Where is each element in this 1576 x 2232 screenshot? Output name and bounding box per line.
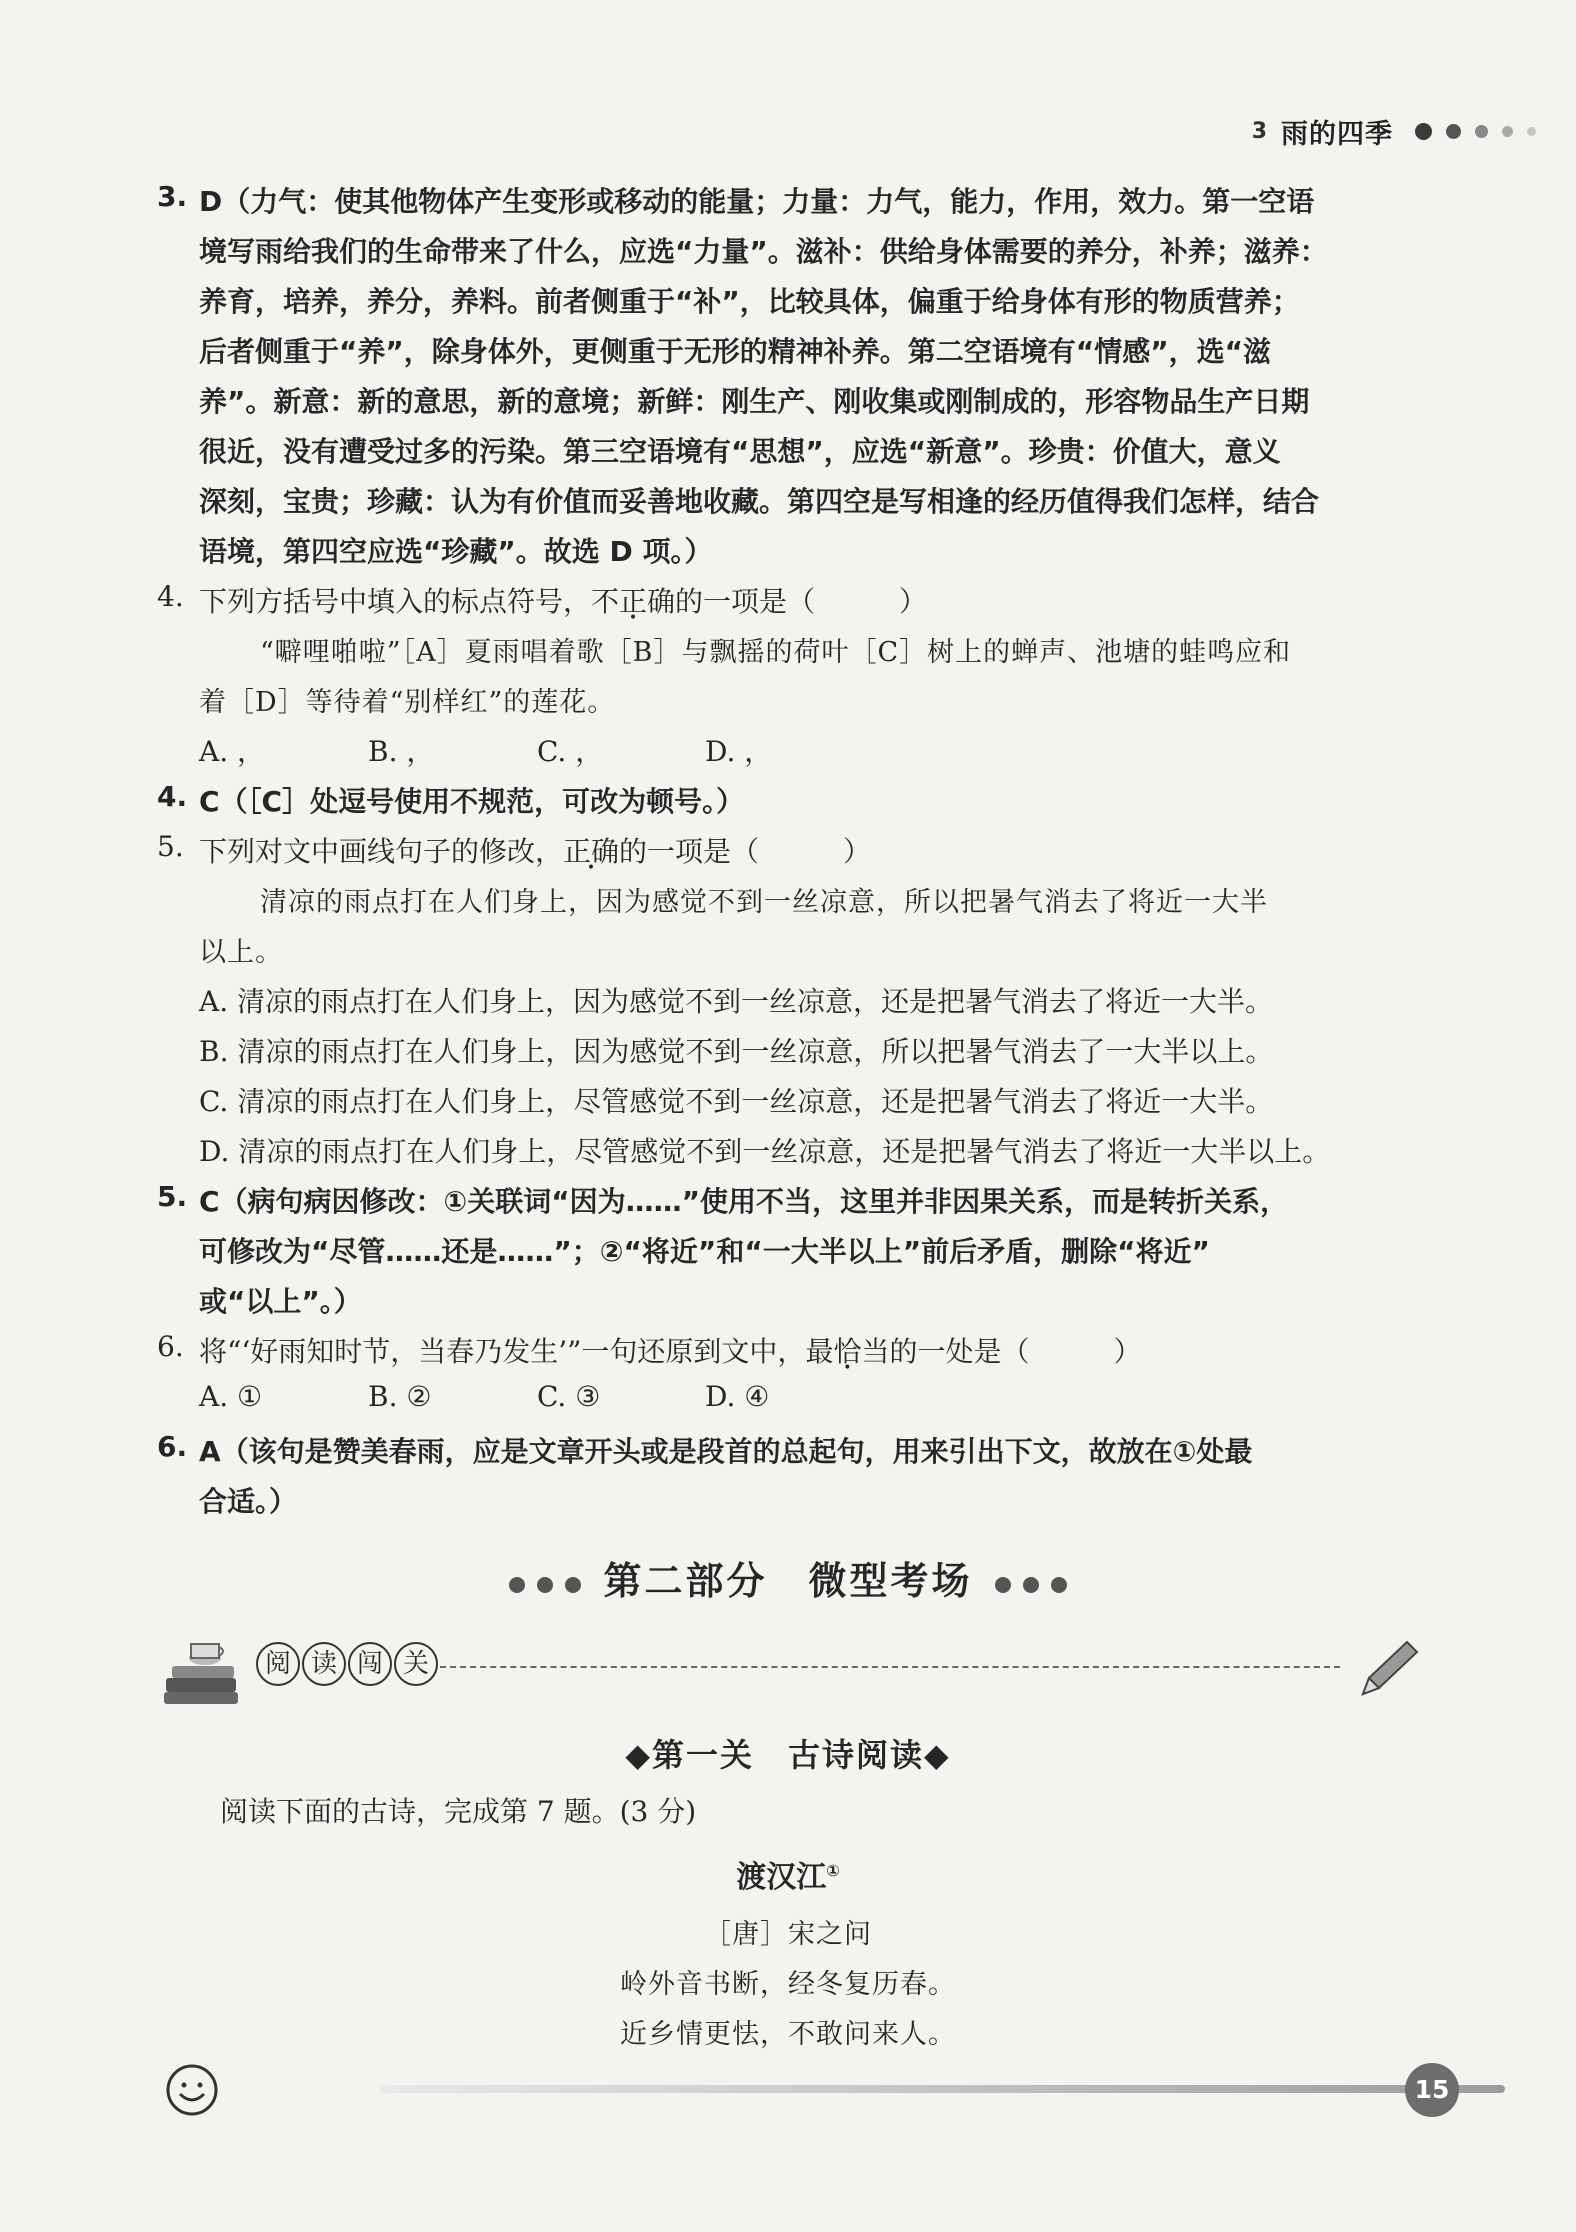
option-d[interactable]: D. ， <box>705 735 773 768</box>
answer-line: 境写雨给我们的生命带来了什么，应选“力量”。滋补：供给身体需要的养分，补养；滋养： <box>199 235 1328 268</box>
option-b[interactable]: B. ② <box>368 1380 432 1413</box>
answer-line: A（该句是赞美春雨，应是文章开头或是段首的总起句，用来引出下文，故放在①处最 <box>199 1435 1253 1468</box>
answer-line: 很近，没有遭受过多的污染。第三空语境有“思想”，应选“新意”。珍贵：价值大，意义 <box>199 435 1281 468</box>
option-a[interactable]: A. ， <box>199 735 266 768</box>
dashed-divider <box>440 1666 1340 1668</box>
answer-line: 后者侧重于“养”，除身体外，更侧重于无形的精神补养。第二空语境有“情感”，选“滋 <box>199 335 1272 368</box>
passage-line: 清凉的雨点打在人们身上，因为感觉不到一丝凉意，所以把暑气消去了将近一大半 <box>260 887 1268 918</box>
poem-line: 岭外音书断，经冬复历春。 <box>620 1969 956 2000</box>
header-dot-icon <box>1415 123 1432 140</box>
page-header <box>1252 112 1536 151</box>
option-b[interactable]: B. ， <box>368 735 435 768</box>
answer-line: C（［C］处逗号使用不规范，可改为顿号。） <box>199 785 745 818</box>
option-d[interactable]: D. ④ <box>705 1380 770 1413</box>
emphasis-text: 不正确 <box>591 585 676 618</box>
stem-text: 的一项是（ ） <box>619 835 872 868</box>
question-stem <box>199 1330 1141 1370</box>
banner-char: 阅 <box>256 1642 300 1686</box>
poem-title-text: 渡汉江 <box>736 1860 827 1895</box>
emphasis-text: 最恰当 <box>805 1335 890 1368</box>
dot-icon <box>995 1577 1011 1593</box>
answer-line: D（力气：使其他物体产生变形或移动的能量；力量：力气，能力，作用，效力。第一空语 <box>199 185 1315 218</box>
question-number: 6. <box>157 1330 184 1363</box>
option-a[interactable]: A. 清凉的雨点打在人们身上，因为感觉不到一丝凉意，还是把暑气消去了将近一大半。 <box>199 985 1274 1018</box>
page-number: 15 <box>1405 2063 1459 2117</box>
option-c[interactable]: C. ， <box>537 735 604 768</box>
answer-line: 语境，第四空应选“珍藏”。故选 D 项。） <box>199 535 713 568</box>
reading-banner <box>160 1630 1425 1710</box>
header-dot-icon <box>1475 125 1488 138</box>
footnote-mark: ① <box>826 1861 840 1880</box>
poem-author: ［唐］宋之问 <box>704 1919 872 1950</box>
option-b[interactable]: B. 清凉的雨点打在人们身上，因为感觉不到一丝凉意，所以把暑气消去了一大半以上。 <box>199 1035 1274 1068</box>
poem-line: 近乡情更怯，不敢问来人。 <box>620 2019 956 2050</box>
stem-text: 下列对文中画线句子的修改， <box>199 835 564 868</box>
answer-line: 养”。新意：新的意思，新的意境；新鲜：刚生产、刚收集或刚制成的，形容物品生产日期 <box>199 385 1310 418</box>
banner-char: 读 <box>302 1642 346 1686</box>
stem-text: 的一处是（ ） <box>889 1335 1142 1368</box>
answer-line: 或“以上”。） <box>199 1285 362 1318</box>
smiley-icon <box>162 2060 222 2120</box>
question-number: 4. <box>157 780 188 813</box>
passage-line: 着［D］等待着“别样红”的莲花。 <box>199 687 616 718</box>
passage-line: 以上。 <box>199 937 283 968</box>
question-number: 4. <box>157 580 184 613</box>
answer-line: 养育，培养，养分，养料。前者侧重于“补”，比较具体，偏重于给身体有形的物质营养； <box>199 285 1300 318</box>
answer-line: 可修改为“尽管……还是……”；②“将近”和“一大半以上”前后矛盾，删除“将近” <box>199 1235 1210 1268</box>
stem-text: 将“‘好雨知时节，当春乃发生’”一句还原到文中， <box>199 1335 806 1368</box>
header-dot-icon <box>1527 127 1536 136</box>
answer-line: C（病句病因修改：①关联词“因为……”使用不当，这里并非因果关系，而是转折关系， <box>199 1185 1289 1218</box>
dot-icon <box>1051 1577 1067 1593</box>
dot-icon <box>537 1577 553 1593</box>
question-number: 5. <box>157 1180 188 1213</box>
header-dot-icon <box>1502 126 1513 137</box>
question-number: 3. <box>157 180 188 213</box>
question-number: 6. <box>157 1430 188 1463</box>
section-title-text: 第二部分 微型考场 <box>603 1558 973 1603</box>
unit-number: 3 <box>1251 119 1267 144</box>
header-dot-icon <box>1446 124 1461 139</box>
stem-text: 下列方括号中填入的标点符号， <box>199 585 592 618</box>
footer-bar <box>380 2085 1505 2093</box>
question-number: 5. <box>157 830 184 863</box>
section-title <box>0 1550 1576 1605</box>
books-icon <box>160 1630 250 1710</box>
answer-line: 合适。） <box>199 1485 298 1518</box>
poem-title <box>0 1852 1576 1896</box>
level-title: ◆第一关 古诗阅读◆ <box>625 1736 951 1774</box>
pencil-icon <box>1355 1636 1425 1706</box>
question-stem <box>199 580 927 620</box>
option-c[interactable]: C. ③ <box>537 1380 601 1413</box>
answer-line: 深刻，宝贵；珍藏：认为有价值而妥善地收藏。第四空是写相逢的经历值得我们怎样，结合 <box>199 485 1320 518</box>
option-d[interactable]: D. 清凉的雨点打在人们身上，尽管感觉不到一丝凉意，还是把暑气消去了将近一大半以上。 <box>199 1135 1331 1168</box>
instruction-text: 阅读下面的古诗，完成第 7 题。(3 分) <box>220 1795 697 1828</box>
unit-title: 雨的四季 <box>1281 119 1393 150</box>
dot-icon <box>565 1577 581 1593</box>
option-c[interactable]: C. 清凉的雨点打在人们身上，尽管感觉不到一丝凉意，还是把暑气消去了将近一大半。 <box>199 1085 1274 1118</box>
option-a[interactable]: A. ① <box>199 1380 263 1413</box>
question-stem <box>199 830 871 870</box>
dot-icon <box>1023 1577 1039 1593</box>
dot-icon <box>509 1577 525 1593</box>
passage-line: “噼哩啪啦”［A］夏雨唱着歌［B］与飘摇的荷叶［C］树上的蝉声、池塘的蛙鸣应和 <box>260 637 1292 668</box>
emphasis-text: 正确 <box>563 835 620 868</box>
stem-text: 的一项是（ ） <box>675 585 928 618</box>
banner-char: 闯 <box>348 1642 392 1686</box>
banner-char: 关 <box>394 1642 438 1686</box>
